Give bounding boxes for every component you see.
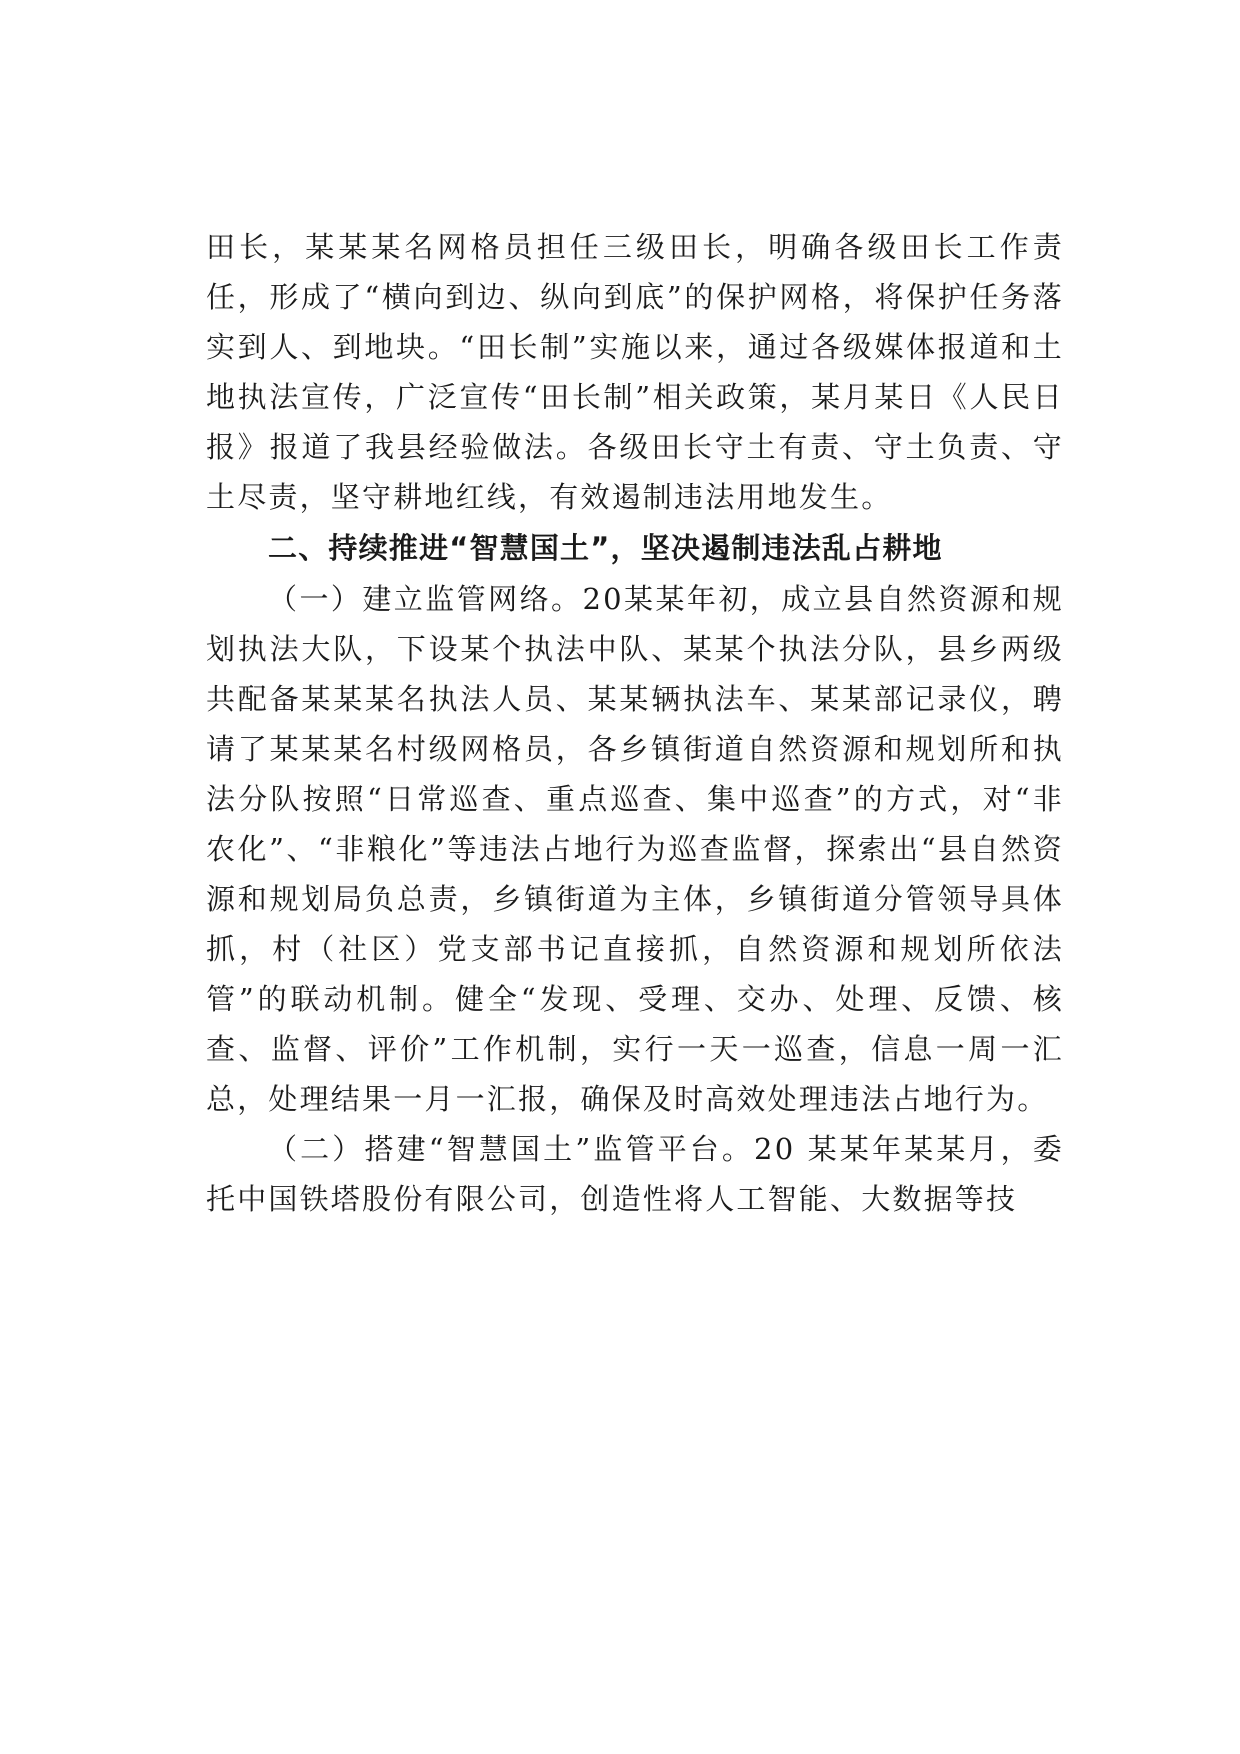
- paragraph-supervision-network: （一）建立监管网络。20某某年初，成立县自然资源和规划执法大队，下设某个执法中队、某某个执法分队，县乡两级共配备某某某名执法人员、某某辆执法车、某某部记录仪，聘请了某某某名村级网格员，各乡镇街道自然资源和规划所和执法分队按照“日常巡查、重点巡查、集中巡查”的方式，对“非农化”、“非粮化”等违法占地行为巡查监督，探索出“县自然资源和规划局负总责，乡镇街道为主体，乡镇街道分管领导具体抓，村（社区）党支部书记直接抓，自然资源和规划所依法管”的联动机制。健全“发现、受理、交办、处理、反馈、核查、监督、评价”工作机制，实行一天一巡查，信息一周一汇总，处理结果一月一汇报，确保及时高效处理违法占地行为。: [206, 582, 1064, 1116]
- document-body: [206, 222, 1064, 1224]
- paragraph-continuation: 田长，某某某名网格员担任三级田长，明确各级田长工作责任，形成了“横向到边、纵向到底”的保护网格，将保护任务落实到人、到地块。“田长制”实施以来，通过各级媒体报道和土地执法宣传，广泛宣传“田长制”相关政策，某月某日《人民日报》报道了我县经验做法。各级田长守土有责、守土负责、守土尽责，坚守耕地红线，有效遏制违法用地发生。: [206, 230, 1064, 514]
- paragraph-smart-platform: （二）搭建“智慧国土”监管平台。20 某某年某某月，委托中国铁塔股份有限公司，创造性将人工智能、大数据等技: [206, 1132, 1064, 1216]
- section-heading: 二、持续推进“智慧国土”，坚决遏制违法乱占耕地: [268, 531, 943, 565]
